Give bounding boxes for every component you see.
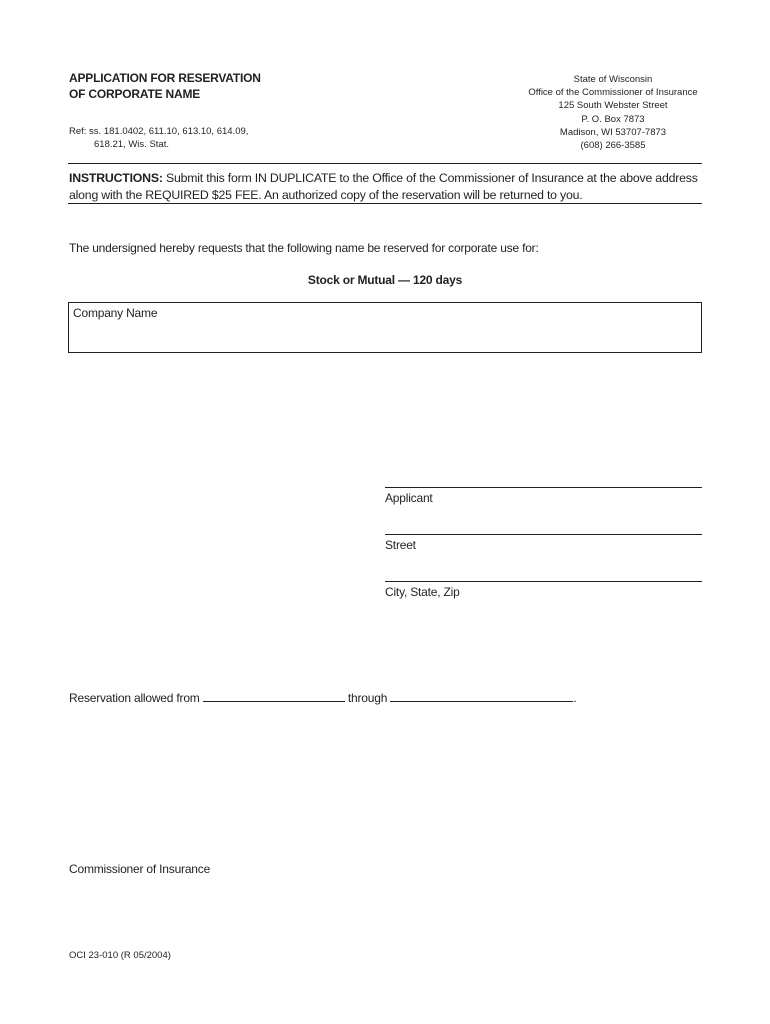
street-line[interactable] (385, 534, 702, 535)
city-state-zip-line[interactable] (385, 581, 702, 582)
reservation-from-label: Reservation allowed from (69, 691, 200, 705)
reservation-through-date-blank[interactable] (390, 691, 573, 702)
agency-po-box: P. O. Box 7873 (581, 113, 645, 125)
form-title (69, 70, 261, 102)
form-title-line2: OF CORPORATE NAME (69, 87, 201, 101)
statute-reference-line2: 618.21, Wis. Stat. (94, 138, 169, 150)
statute-reference (69, 126, 248, 151)
reservation-end-punct: . (573, 691, 577, 705)
instructions-text: Submit this form IN DUPLICATE to the Office of the Commissioner of Insurance at the above address along with the REQUIRED $25 FEE. An authorized copy of the reservation will be returned to you. (69, 171, 698, 202)
street-label: Street (385, 538, 416, 552)
company-name-field[interactable] (68, 302, 702, 353)
reservation-period (69, 691, 576, 705)
top-divider (68, 163, 702, 164)
agency-office: Office of the Commissioner of Insurance (528, 87, 698, 99)
request-statement: The undersigned hereby requests that the following name be reserved for corporate use for: (69, 241, 539, 255)
reservation-through-label: through (347, 691, 388, 705)
bottom-divider (68, 203, 702, 204)
city-state-zip-label: City, State, Zip (385, 585, 460, 599)
statute-reference-line1: Ref: ss. 181.0402, 611.10, 613.10, 614.09, (69, 126, 249, 137)
form-number: OCI 23-010 (R 05/2004) (69, 950, 171, 961)
commissioner-signature-label: Commissioner of Insurance (69, 862, 211, 876)
agency-phone: (608) 266-3585 (580, 140, 646, 152)
company-name-label: Company Name (73, 306, 158, 320)
reservation-term: Stock or Mutual — 120 days (307, 273, 463, 287)
reservation-from-date-blank[interactable] (203, 691, 345, 702)
agency-address (500, 73, 726, 152)
applicant-label: Applicant (385, 491, 433, 505)
instructions-block (69, 170, 705, 204)
agency-city: Madison, WI 53707-7873 (559, 126, 667, 138)
agency-street: 125 South Webster Street (558, 100, 668, 112)
applicant-line[interactable] (385, 487, 702, 488)
form-title-line1: APPLICATION FOR RESERVATION (69, 71, 261, 85)
agency-state: State of Wisconsin (573, 74, 653, 85)
instructions-label: INSTRUCTIONS: (69, 171, 163, 185)
